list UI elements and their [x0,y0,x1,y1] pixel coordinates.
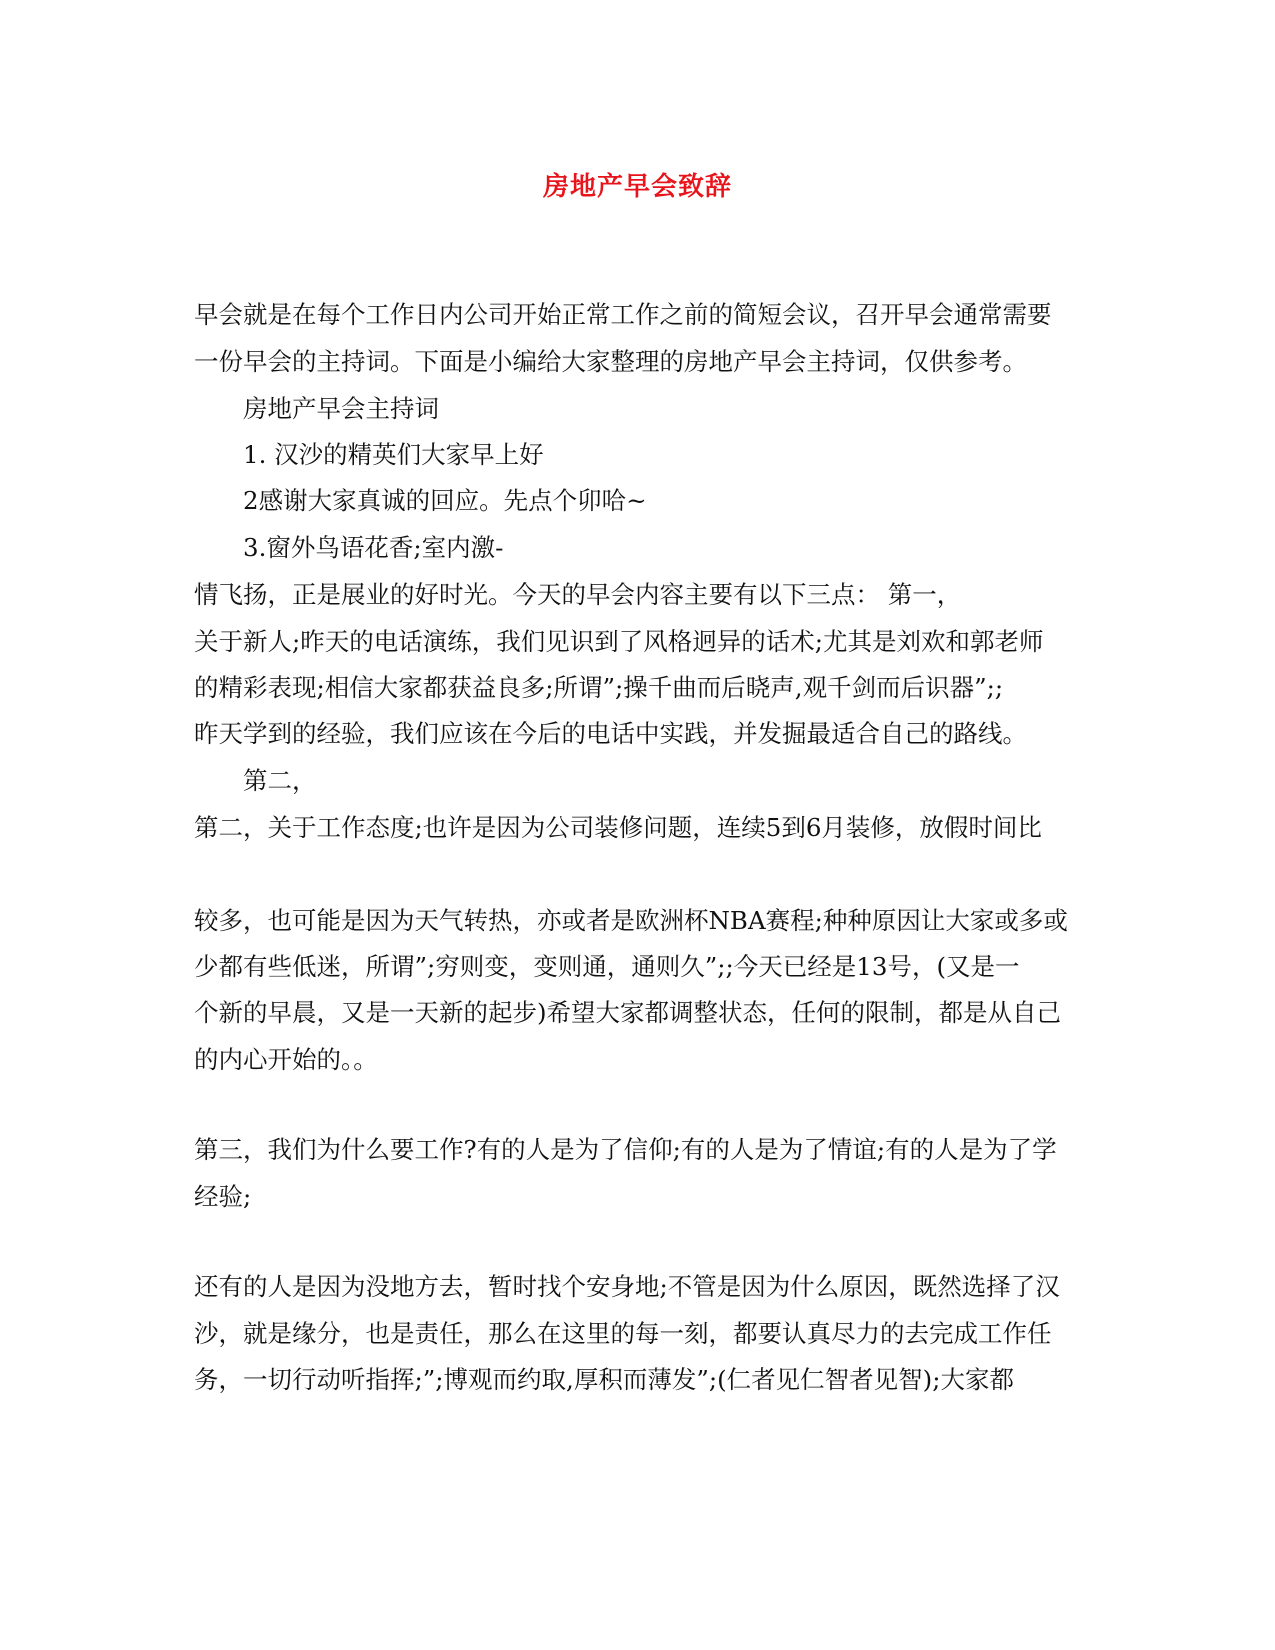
text-line: 的精彩表现;相信大家都获益良多;所谓”;操千曲而后晓声,观千剑而后识器”;; [194,673,1004,702]
text-line: 情飞扬，正是展业的好时光。今天的早会内容主要有以下三点： 第一， [194,580,962,609]
text-line: 第三，我们为什么要工作?有的人是为了信仰;有的人是为了情谊;有的人是为了学 [194,1135,1057,1164]
text-line: 房地产早会主持词 [243,394,439,423]
text-line: 少都有些低迷，所谓”;穷则变，变则通，通则久”;;今天已经是13号，(又是一 [194,952,1020,981]
text-line: 早会就是在每个工作日内公司开始正常工作之前的简短会议，召开早会通常需要 [194,300,1052,329]
text-line: 还有的人是因为没地方去，暂时找个安身地;不管是因为什么原因，既然选择了汉 [194,1272,1060,1301]
text-line: 个新的早晨，又是一天新的起步)希望大家都调整状态，任何的限制，都是从自己 [194,998,1062,1027]
list-item: 2感谢大家真诚的回应。先点个卯哈~ [243,486,647,515]
text-line: 关于新人;昨天的电话演练，我们见识到了风格迥异的话术;尤其是刘欢和郭老师 [194,627,1044,656]
text-line: 一份早会的主持词。下面是小编给大家整理的房地产早会主持词，仅供参考。 [194,347,1027,376]
list-item: 1. 汉沙的精英们大家早上好 [243,440,544,469]
text-line: 的内心开始的。。 [194,1045,378,1074]
text-line: 经验; [194,1182,252,1211]
list-item: 3.窗外鸟语花香;室内激- [243,533,504,562]
document-title: 房地产早会致辞 [542,172,732,202]
text-line: 务，一切行动听指挥;”;博观而约取,厚积而薄发”;(仁者见仁智者见智);大家都 [194,1365,1014,1394]
text-line: 昨天学到的经验，我们应该在今后的电话中实践，并发掘最适合自己的路线。 [194,719,1027,748]
text-line: 第二，关于工作态度;也许是因为公司装修问题，连续5到6月装修，放假时间比 [194,813,1042,842]
text-line: 较多，也可能是因为天气转热，亦或者是欧洲杯NBA赛程;种种原因让大家或多或 [194,906,1068,935]
text-line: 沙，就是缘分，也是责任，那么在这里的每一刻，都要认真尽力的去完成工作任 [194,1319,1052,1348]
text-line: 第二， [243,766,317,795]
